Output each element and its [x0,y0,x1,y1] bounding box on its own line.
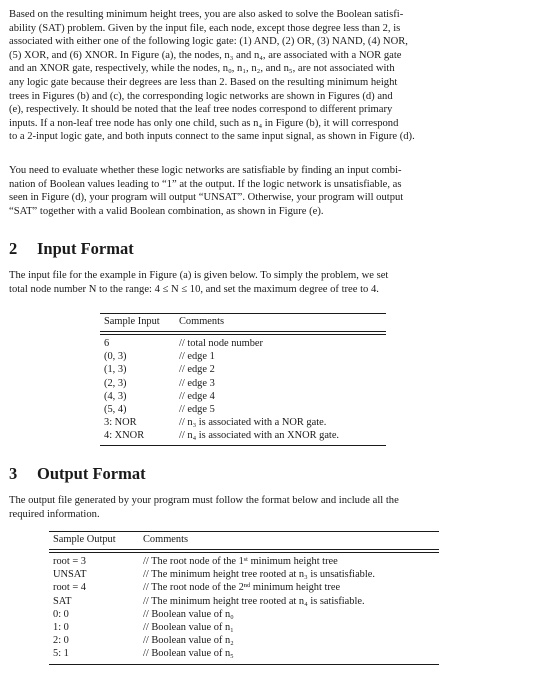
table-cell-value: (0, 3) [104,351,127,363]
section-2-title: Input Format [37,239,134,258]
text-line: and an XNOR gate, respectively, while the nodes, n₀, n₁, n₂, and n₅, are not associated with [9,63,395,75]
table-cell-value: 3: NOR [104,417,137,429]
text-line: any logic gate because their degrees are less than 2. Based on the resulting minimum height [9,76,398,88]
header-comments: Comments [179,316,225,327]
sample-input-table [100,313,386,453]
table-cell-comment: // The minimum height tree rooted at n₃ is unsatisfiable. [143,569,375,581]
section-3-number: 3 [9,464,18,483]
section-3-title: Output Format [37,464,146,483]
table-cell-comment: // The minimum height tree rooted at n₄ is satisfiable. [143,595,365,607]
table-row [49,648,439,660]
table-row [100,364,386,376]
table-cell-value: (4, 3) [104,390,127,402]
table-cell-comment: // Boolean value of n₀ [143,608,234,620]
table-header-rule-2 [100,334,386,335]
table-cell-value: root = 3 [53,556,86,567]
text-line: associated with either one of the following logic gate: (1) AND, (2) OR, (3) NAND, (4) NOR, [9,36,408,48]
table-bottom-rule [100,445,386,446]
header-sample-input: Sample Input [104,316,160,327]
table-row [49,556,439,568]
table-row [49,582,439,594]
table-header-rule [100,331,386,332]
section-3-heading [9,464,146,484]
table-bottom-rule [49,664,439,665]
table-cell-value: 2: 0 [53,635,69,647]
table-cell-value: 0: 0 [53,608,69,620]
table-cell-value: (2, 3) [104,377,127,389]
table-cell-comment: // edge 1 [179,351,215,363]
text-line: (e), respectively. It should be noted that the leaf tree nodes correspond to different primary [9,104,393,116]
table-row [100,351,386,363]
text-line: (5) XOR, and (6) XNOR. In Figure (a), the nodes, n₃ and n₄, are associated with a NOR gate [9,49,402,61]
section-2-paragraph [9,269,475,296]
header-comments: Comments [143,534,189,545]
table-cell-comment: // n₃ is associated with a NOR gate. [179,417,327,429]
intro-paragraph [9,8,475,144]
text-line: nation of Boolean values leading to “1” at the output. If the logic network is unsatisfiable, as [9,178,402,190]
table-cell-comment: // edge 4 [179,390,215,402]
table-cell-value: 5: 1 [53,648,69,660]
table-row [100,404,386,416]
table-cell-value: UNSAT [53,569,87,581]
table-cell-comment: // Boolean value of n₁ [143,622,234,633]
table-row [100,430,386,442]
text-line: The input file for the example in Figure (a) is given below. To simply the problem, we set [9,270,389,281]
table-row [100,338,386,350]
table-header [49,534,439,546]
text-line: total node number N to the range: 4 ≤ N ≤ 10, and set the maximum degree of tree to 4. [9,283,379,295]
table-cell-value: (1, 3) [104,364,127,376]
table-row [49,569,439,581]
table-row [100,378,386,390]
table-row [49,622,439,634]
table-cell-value: SAT [53,595,72,607]
header-sample-output: Sample Output [53,534,116,545]
table-cell-comment: // edge 5 [179,404,215,415]
text-line: Based on the resulting minimum height trees, you are also asked to solve the Boolean satisfi- [9,9,404,20]
text-line: ability (SAT) problem. Given by the input file, each node, except those degree less than 2, is [9,22,401,34]
table-row [49,635,439,647]
table-cell-value: root = 4 [53,582,86,594]
table-header-rule-2 [49,552,439,553]
table-cell-comment: // The root node of the 2ⁿᵈ minimum height tree [143,582,341,594]
table-row [100,391,386,403]
text-line: “SAT” together with a valid Boolean combination, as shown in Figure (e). [9,205,324,217]
table-cell-comment: // total node number [179,338,263,349]
table-header [100,316,386,328]
table-top-rule [49,531,439,532]
table-cell-comment: // Boolean value of n₅ [143,648,234,660]
table-header-rule [49,549,439,550]
table-cell-comment: // Boolean value of n₂ [143,635,234,647]
section-2-number: 2 [9,239,18,258]
section-2-heading [9,239,134,259]
table-cell-value: 4: XNOR [104,430,145,442]
table-cell-value: (5, 4) [104,404,127,415]
text-line: required information. [9,508,100,520]
table-cell-comment: // The root node of the 1ˢᵗ minimum height tree [143,556,338,567]
table-row [49,609,439,621]
table-row [49,596,439,608]
table-cell-value: 1: 0 [53,622,69,633]
table-cell-comment: // edge 2 [179,364,215,376]
sample-output-table [49,531,439,671]
text-line: to a 2-input logic gate, and both inputs connect to the same input signal, as shown in Figure (d). [9,131,415,143]
evaluation-paragraph [9,164,475,218]
table-cell-value: 6 [104,338,110,349]
text-line: seen in Figure (d), your program will output “UNSAT”. Otherwise, your program will output [9,192,404,204]
table-cell-comment: // edge 3 [179,377,215,389]
table-top-rule [100,313,386,314]
text-line: inputs. If a non-leaf tree node has only one child, such as n₄ in Figure (b), it will correspond [9,117,399,129]
text-line: trees in Figures (b) and (c), the corresponding logic networks are shown in Figures (d) and [9,90,393,102]
table-cell-comment: // n₄ is associated with an XNOR gate. [179,430,340,442]
table-row [100,417,386,429]
text-line: The output file generated by your program must follow the format below and include all the [9,495,399,506]
section-3-paragraph [9,494,475,521]
text-line: You need to evaluate whether these logic networks are satisfiable by finding an input combi- [9,165,402,176]
